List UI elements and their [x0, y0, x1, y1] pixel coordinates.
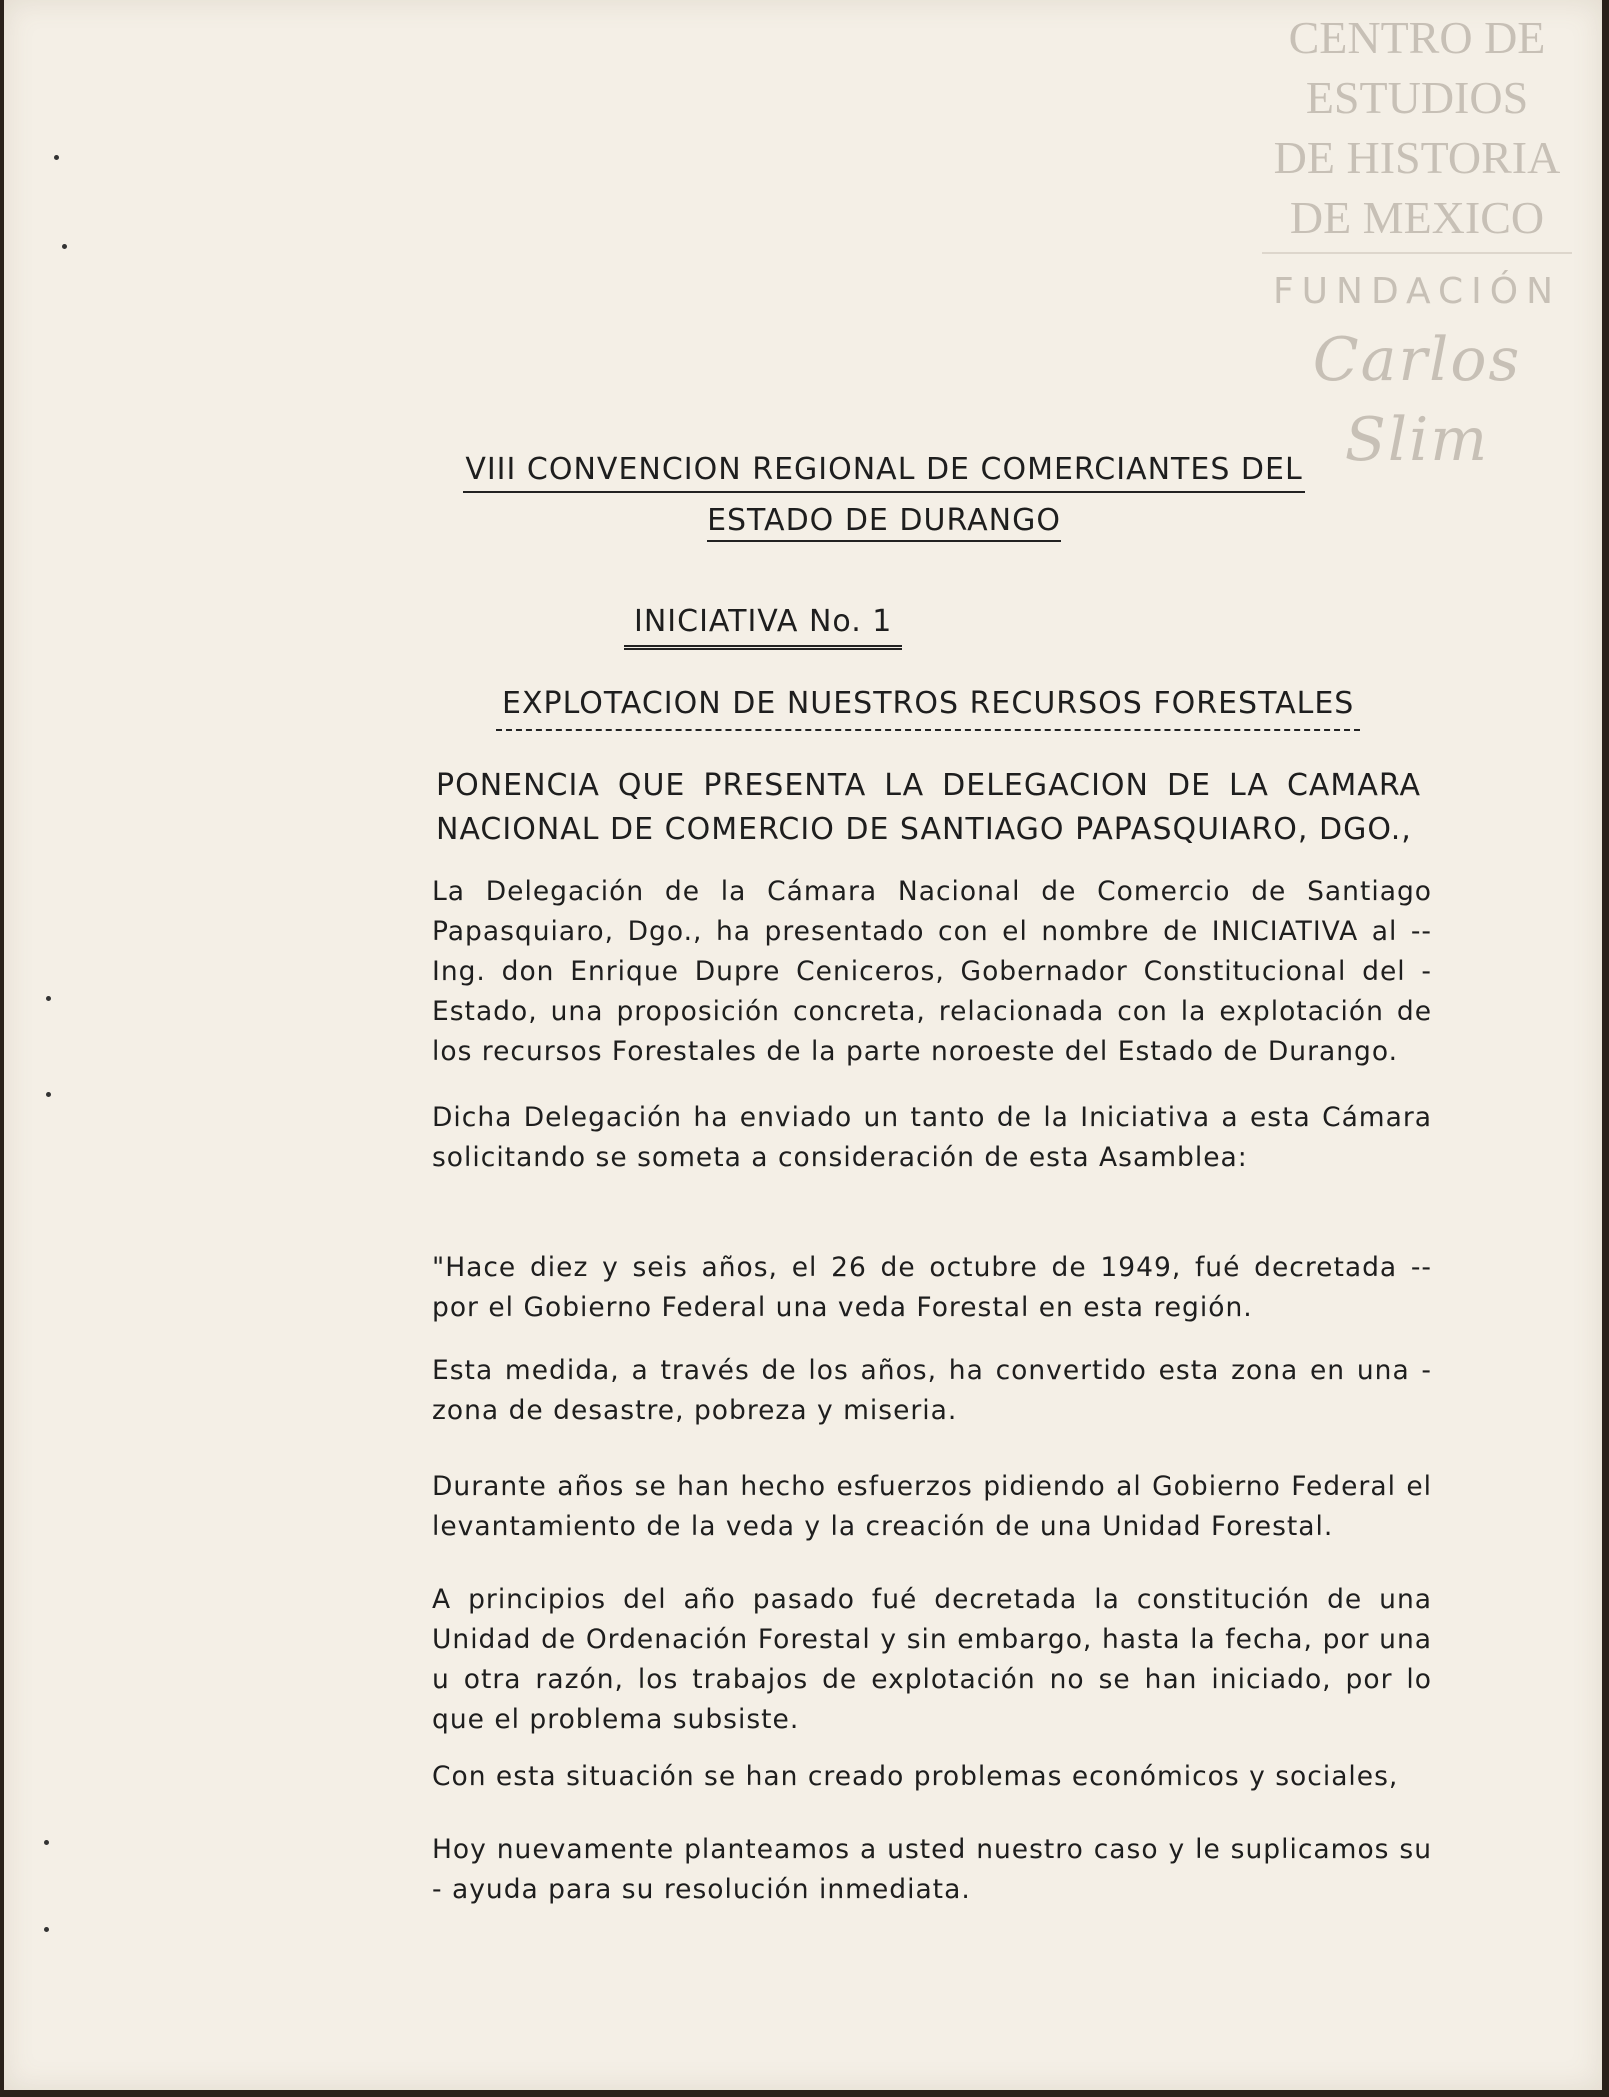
watermark-foundation: FUNDACIÓN — [1272, 271, 1562, 312]
binder-hole-mark — [44, 1927, 49, 1932]
paragraph: Dicha Delegación ha enviado un tanto de la Iniciativa a esta Cámara solicitando se someta a consideración de esta Asamblea: — [432, 1102, 1432, 1173]
paragraph: Durante años se han hecho esfuerzos pidiendo al Gobierno Federal el levantamiento de la veda y la creación de una Unidad Forestal. — [432, 1471, 1432, 1542]
ponencia-heading: PONENCIA QUE PRESENTA LA DELEGACION DE LA CAMARA NACIONAL DE COMERCIO DE SANTIAGO PAPASQUIARO, DGO., — [436, 768, 1421, 847]
paragraph: Hoy nuevamente planteamos a usted nuestro caso y le suplicamos su - ayuda para su resolución inmediata. — [432, 1834, 1432, 1905]
document-page — [4, 0, 1602, 2090]
paragraph: A principios del año pasado fué decretada la constitución de una Unidad de Ordenación Forestal y sin embargo, hasta la fecha, por una u otra razón, los trabajos de explotación no se han iniciado, por lo que el problema subsiste. — [432, 1584, 1432, 1735]
paragraph: "Hace diez y seis años, el 26 de octubre de 1949, fué decretada -- por el Gobierno Federal una veda Forestal en esta región. — [432, 1252, 1432, 1323]
archive-watermark — [1262, 8, 1572, 480]
watermark-signature: Carlos Slim — [1312, 325, 1522, 475]
paragraph: La Delegación de la Cámara Nacional de Comercio de Santiago Papasquiaro, Dgo., ha presentado con el nombre de INICIATIVA al -- Ing. don Enrique Dupre Ceniceros, Gobernador Constitucional del - Estado, una proposición concreta, relacionada con la explotación de los recursos Forestales de la parte noroeste del Estado de Durango. — [432, 876, 1432, 1067]
binder-hole-mark — [54, 155, 59, 160]
binder-hole-mark — [62, 244, 67, 249]
binder-hole-mark — [44, 1840, 49, 1845]
binder-hole-mark — [46, 996, 51, 1001]
binder-hole-mark — [46, 1092, 51, 1097]
title-line-2: ESTADO DE DURANGO — [707, 503, 1061, 542]
watermark-line: ESTUDIOS — [1305, 72, 1529, 123]
initiative-subject: EXPLOTACION DE NUESTROS RECURSOS FORESTALES — [496, 686, 1360, 731]
paragraph: Con esta situación se han creado problemas económicos y sociales, — [432, 1761, 1399, 1792]
paragraph: Esta medida, a través de los años, ha convertido esta zona en una - zona de desastre, pobreza y miseria. — [432, 1355, 1432, 1426]
document-title — [434, 452, 1334, 542]
title-line-1: VIII CONVENCION REGIONAL DE COMERCIANTES DEL — [463, 452, 1304, 493]
watermark-line: DE HISTORIA — [1273, 132, 1561, 183]
watermark-divider — [1262, 252, 1572, 254]
watermark-line: DE MEXICO — [1289, 192, 1545, 243]
initiative-number: INICIATIVA No. 1 — [624, 604, 902, 650]
watermark-line: CENTRO DE — [1288, 12, 1546, 63]
